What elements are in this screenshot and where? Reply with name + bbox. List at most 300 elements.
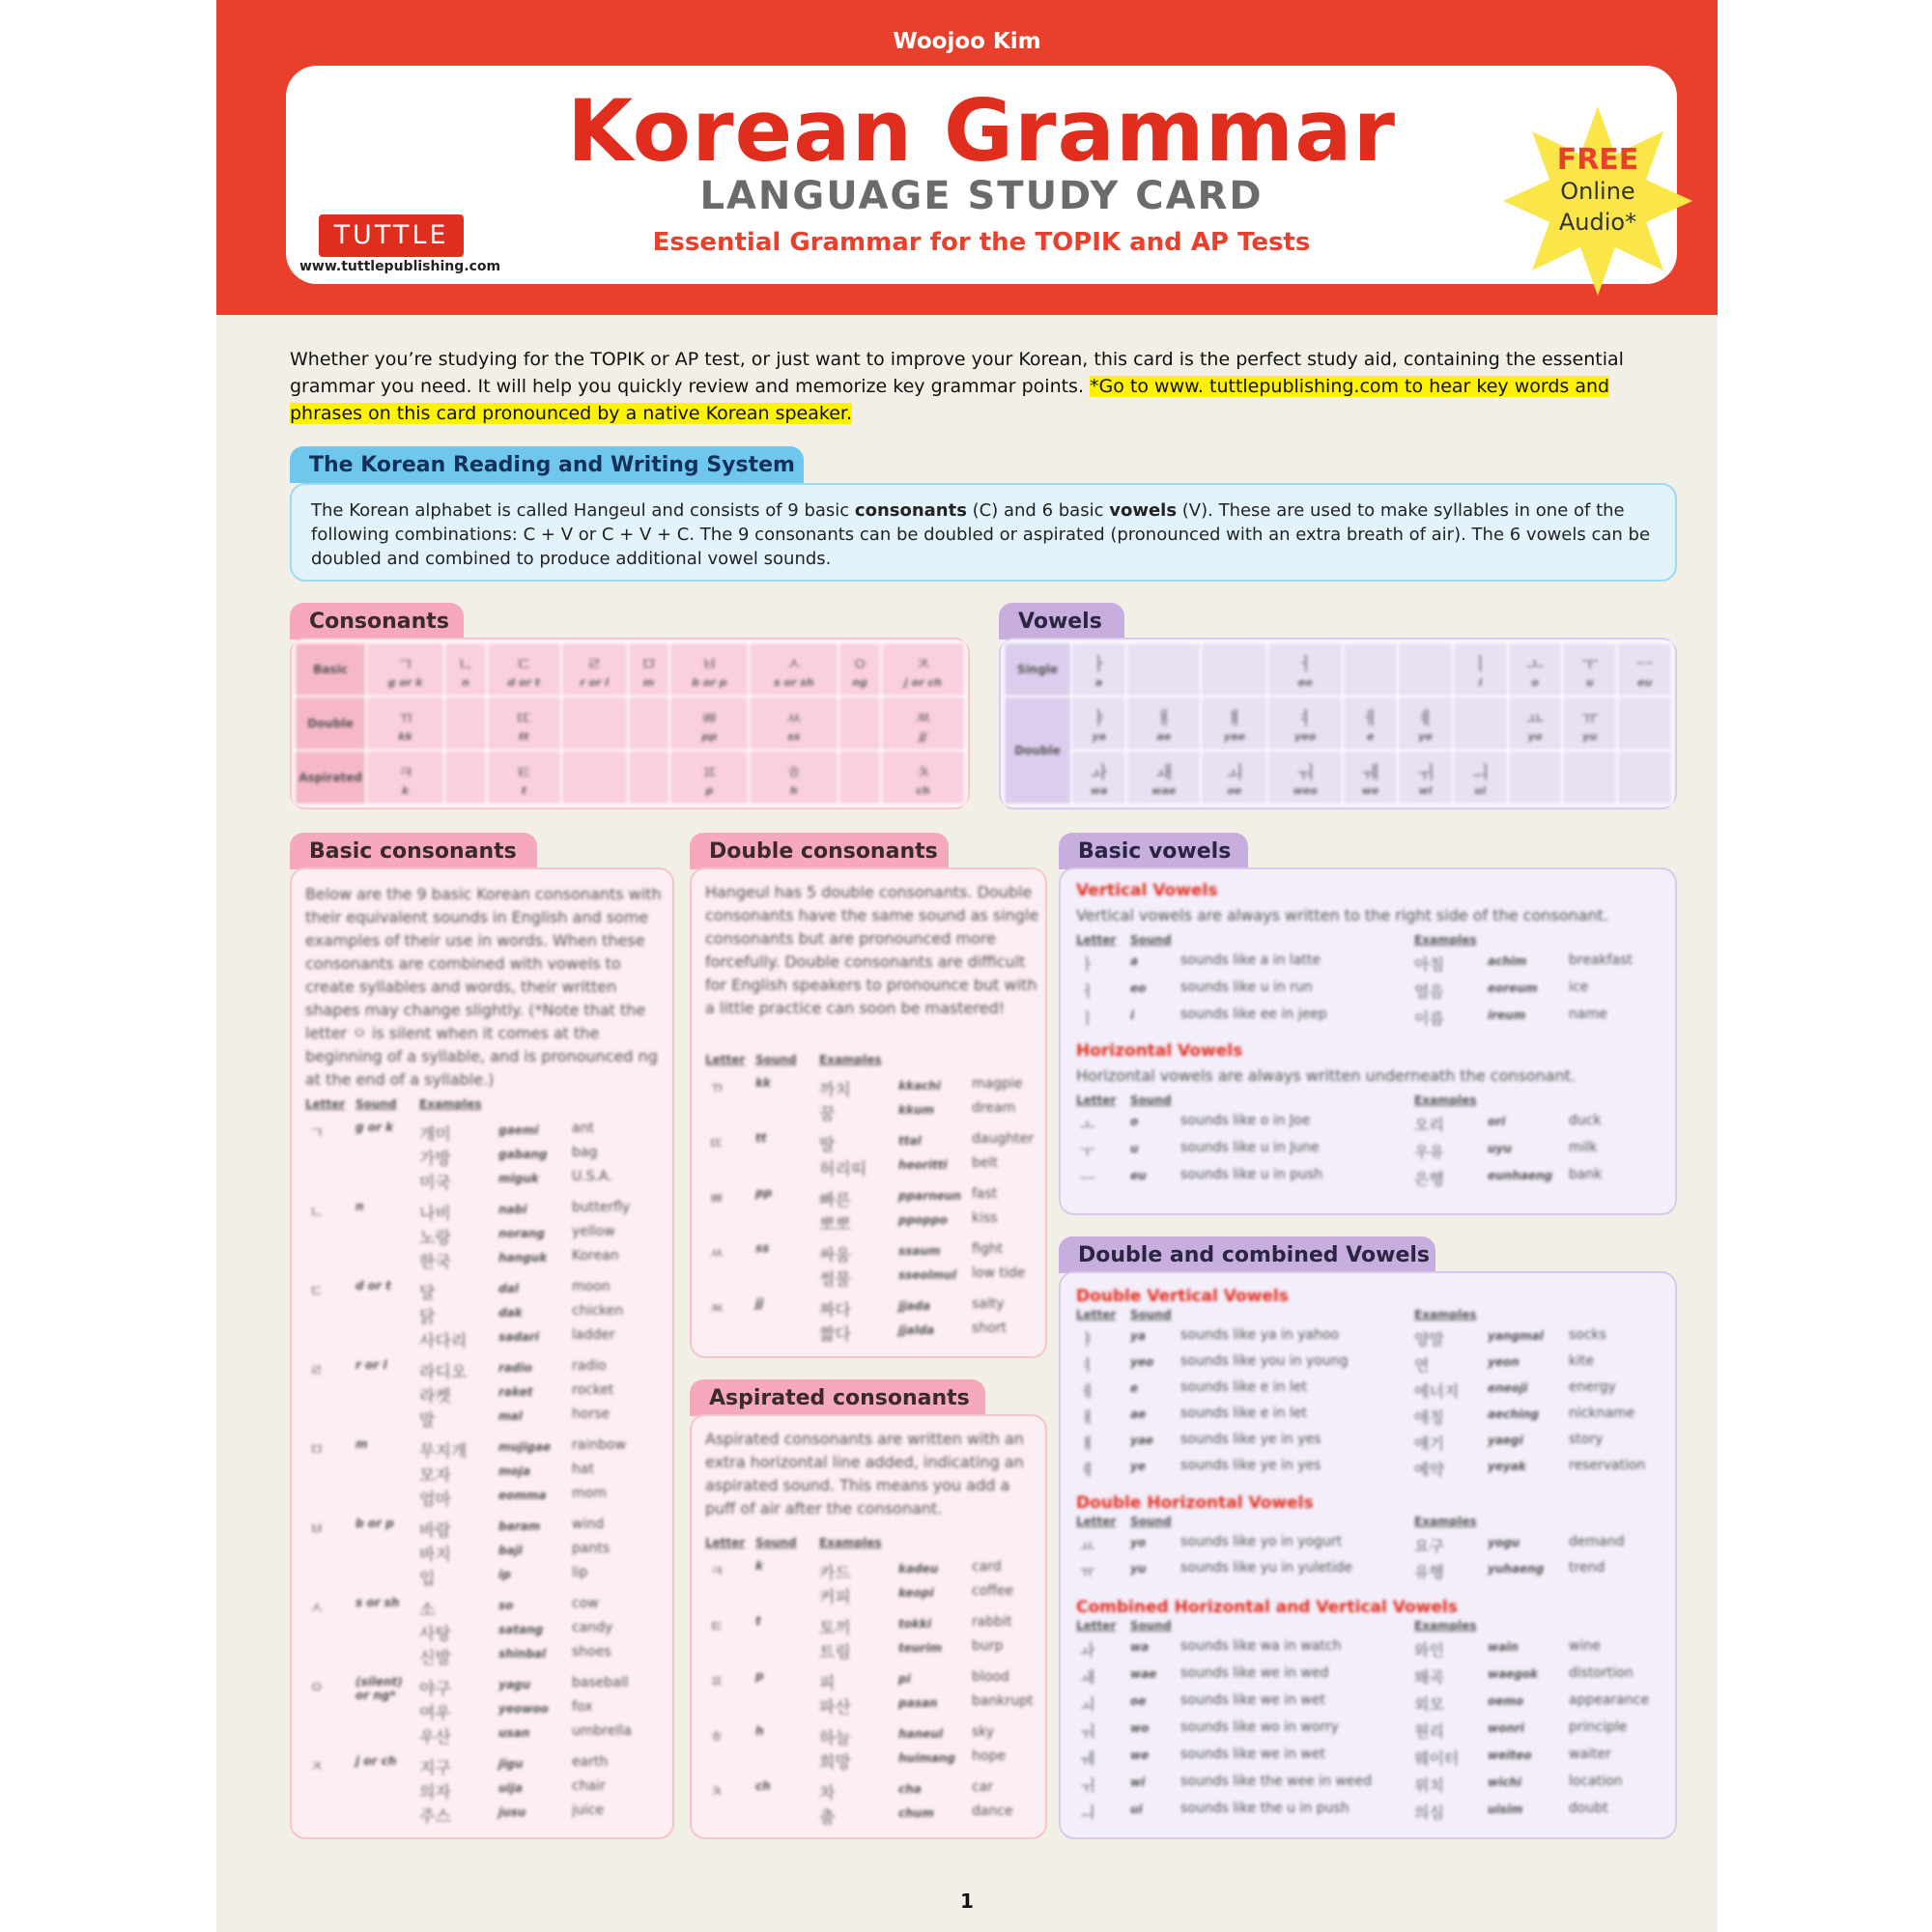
badge-online: Online	[1560, 178, 1635, 205]
grid-glyph: ㅇ	[851, 654, 868, 675]
sound-description: sounds like ye in yes	[1180, 1458, 1321, 1473]
example-romanization: hanguk	[498, 1251, 548, 1264]
aspirated-consonants-desc: Aspirated consonants are written with an extra horizontal line added, indicating an aspirated sound. This means you add a puff of air after the consonant.	[705, 1430, 1024, 1518]
example-meaning: location	[1569, 1774, 1623, 1789]
grid-romanization: wi	[1418, 783, 1433, 797]
sound-description: sounds like ya in yahoo	[1180, 1327, 1340, 1343]
example-korean: 얘기	[1414, 1435, 1444, 1453]
grid-romanization: yo	[1527, 729, 1543, 743]
example-meaning: lip	[572, 1565, 588, 1580]
example-korean: 사탕	[419, 1625, 451, 1644]
grid-romanization: t	[521, 783, 526, 797]
example-romanization: radio	[498, 1361, 532, 1375]
sound: jj	[755, 1296, 764, 1310]
example-meaning: magpie	[972, 1076, 1023, 1092]
example-romanization: ori	[1488, 1115, 1506, 1128]
consonants-row-double	[295, 696, 965, 751]
row-label: Double	[1004, 696, 1071, 805]
column-header: Letter	[305, 1097, 346, 1111]
grid-cell	[1071, 642, 1126, 696]
grid-romanization: ch	[916, 783, 930, 797]
grid-romanization: p	[705, 783, 714, 797]
header-banner	[216, 0, 1718, 315]
example-romanization: ssaum	[898, 1244, 941, 1258]
grid-cell	[487, 696, 561, 751]
example-meaning: distortion	[1569, 1665, 1634, 1681]
example-meaning: socks	[1569, 1327, 1606, 1343]
badge-audio: Audio*	[1558, 209, 1637, 236]
sound: o	[1130, 1115, 1139, 1128]
example-meaning: rainbow	[572, 1437, 626, 1453]
sound: wi	[1130, 1776, 1146, 1789]
grid-cell	[1126, 696, 1201, 751]
example-korean: 와인	[1414, 1641, 1444, 1660]
example-romanization: mujigae	[498, 1440, 552, 1454]
sound: r or l	[355, 1358, 387, 1372]
example-romanization: sseolmul	[898, 1268, 956, 1282]
grid-glyph: ㅢ	[1471, 762, 1490, 783]
example-romanization: yagu	[498, 1678, 531, 1691]
example-korean: 원리	[1414, 1722, 1444, 1741]
grid-glyph: ㅞ	[1361, 762, 1379, 783]
combined-vowels-list	[1076, 1619, 1665, 1832]
example-korean: 애칭	[1414, 1408, 1444, 1427]
example-korean: 웨이터	[1414, 1749, 1460, 1768]
letter: ㅍ	[709, 1672, 724, 1690]
example-meaning: Korean	[572, 1248, 619, 1264]
grid-romanization: jj	[919, 729, 927, 743]
example-korean: 우산	[419, 1728, 451, 1747]
example-meaning: daughter	[972, 1131, 1034, 1147]
grid-cell	[881, 751, 965, 805]
sound-description: sounds like o in Joe	[1180, 1113, 1311, 1128]
grid-romanization: ng	[852, 675, 867, 689]
grid-romanization: r or l	[580, 675, 610, 689]
grid-glyph: ㄱ	[396, 654, 414, 675]
column-header: Letter	[705, 1536, 746, 1549]
double-consonants-desc: Hangeul has 5 double consonants. Double consonants have the same sound as single consonants but are pronounced more forcefully. Double consonants are difficult for English speakers to pronounce but with a little practice can soon be mastered!	[705, 883, 1039, 1017]
example-meaning: yellow	[572, 1224, 615, 1239]
column-header: Letter	[1076, 1515, 1117, 1528]
example-romanization: raket	[498, 1385, 533, 1399]
aspirated-consonants-box	[690, 1414, 1047, 1839]
column-header: Sound	[1130, 1619, 1172, 1633]
grid-glyph: ㅁ	[639, 654, 658, 675]
row-label: Basic	[295, 642, 366, 696]
example-meaning: U.S.A.	[572, 1169, 612, 1184]
letter: ㅏ	[1080, 955, 1095, 974]
sound-description: sounds like we in wed	[1180, 1665, 1329, 1681]
sound: ss	[755, 1241, 770, 1255]
example-korean: 입	[419, 1570, 436, 1589]
letter: ㅕ	[1080, 1356, 1095, 1375]
grid-cell	[1562, 642, 1617, 696]
sound: yu	[1130, 1562, 1147, 1576]
example-korean: 희망	[819, 1753, 851, 1773]
column-header: Examples	[819, 1053, 882, 1066]
example-meaning: fox	[572, 1699, 593, 1715]
vertical-vowels-title: Vertical Vowels	[1076, 881, 1218, 900]
grid-cell	[1508, 642, 1563, 696]
example-romanization: keopi	[898, 1586, 934, 1600]
example-meaning: radio	[572, 1358, 607, 1374]
sound-description: sounds like the wee in weed	[1180, 1774, 1373, 1789]
grid-cell	[1617, 696, 1672, 751]
sound: ya	[1130, 1329, 1146, 1343]
example-romanization: kadeu	[898, 1562, 939, 1576]
example-meaning: juice	[572, 1803, 604, 1818]
grid-cell	[749, 642, 838, 696]
row-label: Double	[295, 696, 366, 751]
example-korean: 미국	[419, 1174, 451, 1193]
sound: (silent) or ng*	[355, 1675, 403, 1702]
example-meaning: short	[972, 1321, 1007, 1336]
grid-glyph: ㅗ	[1526, 654, 1544, 675]
basic-consonants-list	[305, 1097, 663, 1832]
column-header: Sound	[755, 1053, 797, 1066]
example-meaning: principle	[1569, 1719, 1628, 1735]
column-header: Letter	[1076, 1619, 1117, 1633]
double-consonants-box	[690, 867, 1047, 1358]
example-korean: 딸	[819, 1136, 836, 1155]
grid-glyph: ㅙ	[1155, 762, 1173, 783]
example-meaning: chair	[572, 1778, 606, 1794]
sound-description: sounds like we in wet	[1180, 1747, 1325, 1762]
example-korean: 바지	[419, 1546, 451, 1565]
grid-romanization: u	[1585, 675, 1594, 689]
letter: ㅂ	[309, 1520, 325, 1538]
grid-glyph: ㅚ	[1226, 762, 1243, 783]
example-korean: 왜곡	[1414, 1668, 1444, 1687]
grid-glyph: ㄴ	[457, 654, 474, 675]
grid-cell	[1071, 696, 1126, 751]
example-korean: 여우	[419, 1704, 451, 1723]
grid-romanization: m	[642, 675, 655, 689]
example-korean: 라켓	[419, 1387, 451, 1406]
column-header: Sound	[355, 1097, 397, 1111]
example-korean: 바람	[419, 1521, 451, 1541]
grid-glyph: ㅌ	[515, 762, 532, 783]
sound: k	[755, 1559, 763, 1573]
grid-cell	[1267, 696, 1342, 751]
example-romanization: yaegi	[1488, 1434, 1523, 1447]
grid-cell	[366, 696, 444, 751]
grid-glyph: ㅐ	[1155, 708, 1173, 729]
sound: e	[1130, 1381, 1139, 1395]
double-horizontal-vowels-list	[1076, 1515, 1665, 1586]
grid-romanization: a	[1094, 675, 1103, 689]
grid-cell	[628, 696, 670, 751]
sound: eu	[1130, 1169, 1147, 1182]
letter: ㅉ	[709, 1299, 724, 1318]
badge-free: FREE	[1556, 143, 1639, 177]
example-meaning: hat	[572, 1462, 594, 1477]
example-meaning: ladder	[572, 1327, 615, 1343]
column-header: Examples	[1414, 1308, 1477, 1321]
grid-glyph: ㅟ	[1416, 762, 1435, 783]
example-romanization: yangmal	[1488, 1329, 1544, 1343]
example-korean: 얼음	[1414, 982, 1444, 1001]
grid-glyph: ㅕ	[1296, 708, 1314, 729]
example-korean: 주스	[419, 1807, 451, 1827]
grid-glyph: ㅣ	[1471, 654, 1490, 675]
example-meaning: ice	[1569, 980, 1589, 995]
example-romanization: wichi	[1488, 1776, 1521, 1789]
grid-cell	[444, 696, 487, 751]
sound: ye	[1130, 1460, 1146, 1473]
example-romanization: norang	[498, 1227, 545, 1240]
example-romanization: huimang	[898, 1751, 955, 1765]
sound-description: sounds like ee in jeep	[1180, 1007, 1327, 1022]
example-meaning: butterfly	[572, 1200, 631, 1215]
grid-cell	[1267, 642, 1342, 696]
example-korean: 위치	[1414, 1776, 1444, 1795]
intro-paragraph	[290, 346, 1652, 427]
grid-cell	[1071, 751, 1126, 805]
letter: ㅌ	[709, 1617, 724, 1635]
letter: ㅃ	[709, 1189, 724, 1208]
grid-cell	[1398, 751, 1453, 805]
example-romanization: yeowoo	[498, 1702, 549, 1716]
study-card-page	[216, 0, 1718, 1932]
sound: a	[1130, 954, 1139, 968]
grid-romanization: n	[462, 675, 469, 689]
grid-glyph: ㅈ	[914, 654, 932, 675]
example-meaning: card	[972, 1559, 1002, 1575]
example-romanization: oemo	[1488, 1694, 1524, 1708]
example-meaning: bag	[572, 1145, 598, 1160]
example-romanization: teurim	[898, 1641, 942, 1655]
double-vertical-vowels-title: Double Vertical Vowels	[1076, 1287, 1289, 1306]
example-korean: 유행	[1414, 1563, 1444, 1581]
example-meaning: blood	[972, 1669, 1009, 1685]
example-korean: 개미	[419, 1125, 451, 1145]
example-korean: 의자	[419, 1783, 451, 1803]
vowels-row-single	[1004, 642, 1672, 696]
sound: g or k	[355, 1121, 394, 1134]
column-header: Letter	[705, 1053, 746, 1066]
letter: ㅛ	[1080, 1537, 1095, 1555]
sound: n	[355, 1200, 364, 1213]
sound: ae	[1130, 1407, 1147, 1421]
example-romanization: jusu	[498, 1805, 526, 1819]
vowels-table	[1003, 641, 1673, 806]
example-korean: 은행	[1414, 1170, 1444, 1188]
example-korean: 썰물	[819, 1270, 851, 1290]
grid-romanization: ye	[1418, 729, 1433, 743]
example-korean: 야구	[419, 1680, 451, 1699]
grid-cell	[444, 642, 487, 696]
grid-romanization: ss	[787, 729, 801, 743]
letter: ㅜ	[1080, 1143, 1095, 1161]
column-header: Examples	[819, 1536, 882, 1549]
grid-cell	[838, 696, 881, 751]
example-meaning: low tide	[972, 1265, 1026, 1281]
example-meaning: salty	[972, 1296, 1005, 1312]
example-meaning: story	[1569, 1432, 1604, 1447]
sound-description: sounds like ye in yes	[1180, 1432, 1321, 1447]
example-meaning: belt	[972, 1155, 998, 1171]
grid-glyph: ㄷ	[515, 654, 532, 675]
example-meaning: name	[1569, 1007, 1607, 1022]
grid-glyph: ㅋ	[396, 762, 414, 783]
grid-glyph: ㅓ	[1296, 654, 1314, 675]
example-korean: 카드	[819, 1564, 851, 1583]
grid-glyph: ㅂ	[700, 654, 718, 675]
letter: ㅚ	[1080, 1695, 1095, 1714]
example-korean: 파산	[819, 1698, 851, 1718]
column-header: Examples	[419, 1097, 482, 1111]
column-header: Examples	[1414, 933, 1477, 947]
letter: ㅆ	[709, 1244, 724, 1263]
example-korean: 우유	[1414, 1143, 1444, 1161]
letter: ㄲ	[709, 1079, 724, 1097]
column-header: Examples	[1414, 1094, 1477, 1107]
example-meaning: horse	[572, 1406, 611, 1422]
column-header: Sound	[1130, 1308, 1172, 1321]
grid-glyph: ㅘ	[1090, 762, 1108, 783]
grid-cell	[444, 751, 487, 805]
example-meaning: reservation	[1569, 1458, 1646, 1473]
example-korean: 빠른	[819, 1191, 851, 1210]
tagline: Essential Grammar for the TOPIK and AP Tests	[652, 228, 1311, 257]
author-name: Woojoo Kim	[893, 29, 1041, 54]
example-korean: 트림	[819, 1643, 851, 1662]
vowels-row-double-2	[1004, 751, 1672, 805]
grid-cell	[1508, 751, 1563, 805]
letter: ㅒ	[1080, 1435, 1095, 1453]
grid-romanization: weo	[1293, 783, 1318, 797]
letter: ㅞ	[1080, 1749, 1095, 1768]
horizontal-vowels-desc: Horizontal vowels are always written underneath the consonant.	[1076, 1066, 1577, 1085]
example-korean: 라디오	[419, 1363, 468, 1382]
example-romanization: dak	[498, 1306, 523, 1320]
publisher-url: www.tuttlepublishing.com	[299, 259, 501, 274]
example-romanization: yogu	[1488, 1536, 1520, 1549]
consonants-table	[294, 641, 966, 806]
letter: ㄴ	[309, 1203, 325, 1221]
sound-description: sounds like we in wet	[1180, 1692, 1325, 1708]
consonants-row-aspirated	[295, 751, 965, 805]
grid-cell	[628, 642, 670, 696]
basic-vowels-box	[1059, 867, 1677, 1215]
double-consonants-title: Double consonants	[690, 833, 949, 869]
example-romanization: satang	[498, 1623, 544, 1636]
sound: m	[355, 1437, 368, 1451]
column-header: Sound	[755, 1536, 797, 1549]
grid-glyph: ㅅ	[785, 654, 803, 675]
grid-cell	[669, 751, 749, 805]
sound: yae	[1130, 1434, 1154, 1447]
grid-romanization: i	[1478, 675, 1483, 689]
sound: p	[755, 1669, 764, 1683]
letter: ㅔ	[1080, 1382, 1095, 1401]
grid-romanization: ya	[1092, 729, 1106, 743]
example-korean: 말	[419, 1411, 436, 1431]
grid-romanization: wae	[1151, 783, 1177, 797]
grid-cell	[561, 696, 628, 751]
sound: wae	[1130, 1667, 1157, 1681]
sound: kk	[755, 1076, 771, 1090]
column-header: Examples	[1414, 1619, 1477, 1633]
example-korean: 짧다	[819, 1325, 851, 1345]
example-romanization: baram	[498, 1520, 541, 1533]
example-korean: 엄마	[419, 1491, 451, 1510]
grid-romanization: e	[1366, 729, 1375, 743]
example-korean: 무지개	[419, 1442, 468, 1462]
example-romanization: mal	[498, 1409, 523, 1423]
double-vowels-title: Double and combined Vowels	[1059, 1236, 1435, 1273]
example-romanization: gaemi	[498, 1123, 539, 1137]
grid-glyph: ㅉ	[914, 708, 932, 729]
example-romanization: kkum	[898, 1103, 935, 1117]
example-meaning: pants	[572, 1541, 611, 1556]
grid-glyph: ㅊ	[914, 762, 932, 783]
example-korean: 이름	[1414, 1009, 1444, 1028]
grid-cell	[881, 696, 965, 751]
example-korean: 춤	[819, 1808, 836, 1828]
letter: ㅅ	[309, 1599, 325, 1617]
sound: b or p	[355, 1517, 394, 1530]
example-meaning: cow	[572, 1596, 599, 1611]
example-meaning: rocket	[572, 1382, 614, 1398]
example-meaning: hope	[972, 1748, 1006, 1764]
example-korean: 아침	[1414, 955, 1444, 974]
example-korean: 예약	[1414, 1461, 1444, 1479]
example-romanization: uija	[498, 1781, 523, 1795]
grid-cell	[561, 642, 628, 696]
double-consonants-list	[705, 1053, 1039, 1352]
grid-romanization: d or t	[507, 675, 541, 689]
grid-romanization: yeo	[1294, 729, 1317, 743]
reading-text-c: (V). These are used to make syllables in one of the following combinations: C + V or C + V + C. The 9 consonants can be doubled or aspirated (pronounced with an extra breath of air). The 6 vowels can be doubled and combined to produce additional vowel sounds.	[311, 500, 1651, 569]
letter: ㅈ	[309, 1757, 325, 1776]
example-meaning: milk	[1569, 1140, 1598, 1155]
grid-romanization: eo	[1297, 675, 1313, 689]
grid-cell	[1343, 751, 1398, 805]
example-romanization: shinbal	[498, 1647, 547, 1661]
example-meaning: candy	[572, 1620, 613, 1635]
example-meaning: appearance	[1569, 1692, 1650, 1708]
letter: ㅐ	[1080, 1408, 1095, 1427]
sound: yo	[1130, 1536, 1147, 1549]
sound-description: sounds like the u in push	[1180, 1801, 1350, 1816]
example-romanization: haneul	[898, 1727, 943, 1741]
sound: j or ch	[355, 1754, 397, 1768]
tuttle-logo: TUTTLE	[319, 214, 464, 257]
sound: ch	[755, 1779, 771, 1793]
grid-romanization: s or sh	[774, 675, 814, 689]
example-korean: 나비	[419, 1205, 451, 1224]
grid-glyph: ㅎ	[785, 762, 803, 783]
example-romanization: yeyak	[1488, 1460, 1526, 1473]
grid-romanization: yu	[1582, 729, 1598, 743]
grid-glyph: ㅛ	[1526, 708, 1544, 729]
intro-text: Whether you’re studying for the TOPIK or AP test, or just want to improve your Korean, this card is the perfect study aid, containing the essential grammar you need. It will help you quickly review and memorize key grammar points.	[290, 349, 1624, 397]
example-romanization: ip	[498, 1568, 511, 1581]
consonants-row-basic	[295, 642, 965, 696]
example-romanization: jjalda	[898, 1323, 935, 1337]
column-header: Sound	[1130, 1515, 1172, 1528]
sound: d or t	[355, 1279, 391, 1293]
example-korean: 양말	[1414, 1330, 1444, 1349]
grid-cell	[561, 751, 628, 805]
example-meaning: fight	[972, 1241, 1004, 1257]
grid-glyph: ㅔ	[1361, 708, 1379, 729]
double-vowels-box	[1059, 1271, 1677, 1839]
grid-glyph: ㅆ	[785, 708, 803, 729]
aspirated-consonants-list	[705, 1536, 1039, 1835]
